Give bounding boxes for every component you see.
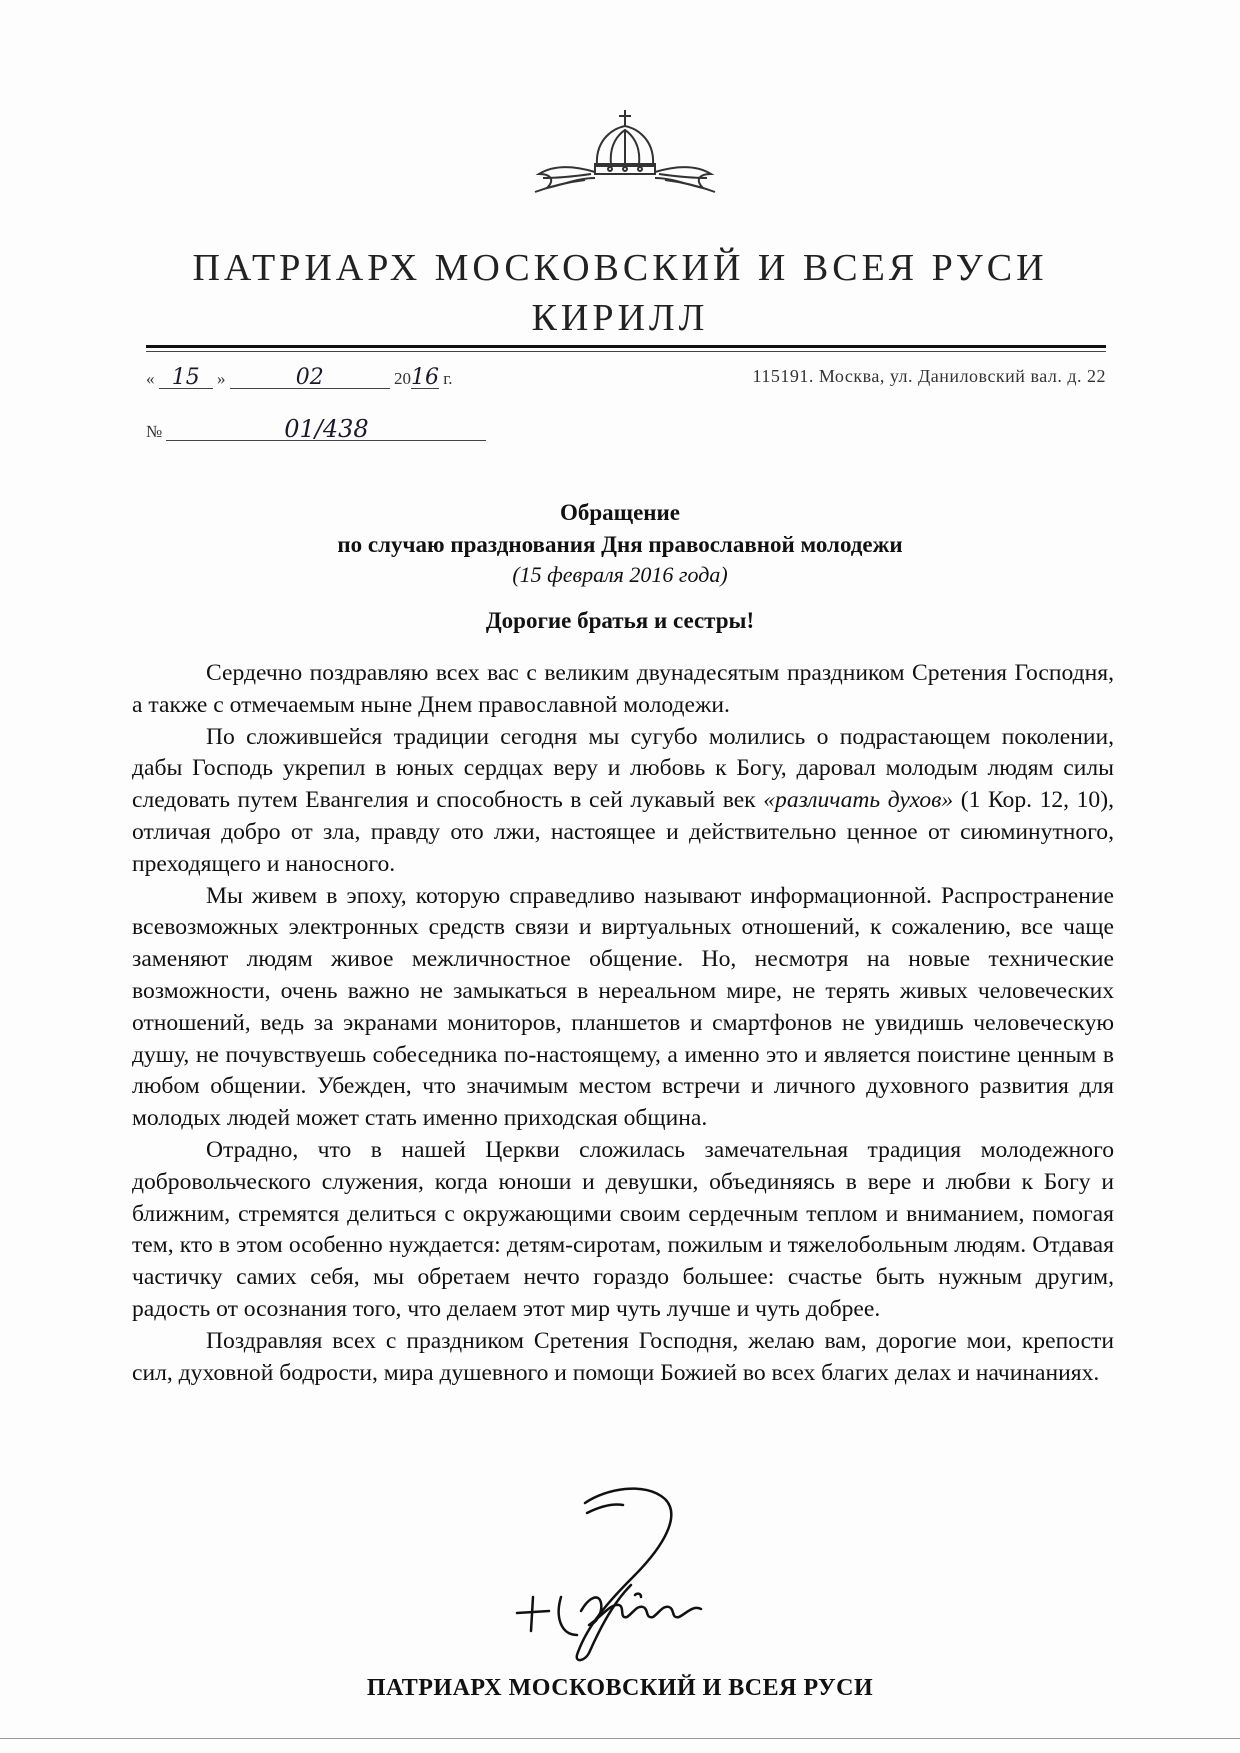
date-day: 15 bbox=[159, 368, 213, 389]
address: 115191. Москва, ул. Даниловский вал. д. 22 bbox=[752, 366, 1106, 386]
scripture-quote: «различать духов» bbox=[763, 787, 954, 814]
registration-date: « 15 » 02 2016 г. bbox=[146, 365, 453, 390]
date-year-suffix: 16 bbox=[411, 365, 439, 390]
paragraph-1: Сердечно поздравляю всех вас с великим двунадесятым праздником Сретения Господня, а также с отмечаемым ныне Днем православной молодежи. bbox=[132, 660, 1114, 718]
number-label: № bbox=[146, 422, 163, 441]
letterhead-rule bbox=[146, 345, 1106, 348]
letterhead-title: ПАТРИАРХ МОСКОВСКИЙ И ВСЕЯ РУСИ bbox=[192, 247, 1048, 289]
greeting: Дорогие братья и сестры! bbox=[485, 608, 755, 633]
date-year-prefix: 20 bbox=[394, 369, 411, 388]
document-title: Обращение bbox=[559, 500, 681, 525]
document-subtitle: по случаю празднования Дня православной молодежи bbox=[337, 532, 903, 557]
patriarchal-crown-emblem-icon bbox=[525, 108, 725, 208]
letter-body bbox=[132, 658, 1114, 1389]
signatory-title: ПАТРИАРХ МОСКОВСКИЙ И ВСЕЯ РУСИ bbox=[366, 1675, 874, 1701]
paragraph-3: Мы живем в эпоху, которую справедливо называют информационной. Распространение всевозможных электронных средств связи и виртуальных отношений, к сожалению, все чаще заменяют людям живое межличностное общение. Но, несмотря на новые технические возможности, очень важно не замыкаться в нереальном мире, не терять живых человеческих отношений, ведь за экранами мониторов, планшетов и смартфонов не увидишь человеческую душу, не почувствуешь собеседника по-настоящему, а именно это и является поистине ценным в любом общении. Убежден, что значимым местом встречи и личного духовного развития для молодых людей может стать именно приходская община. bbox=[132, 882, 1114, 1132]
document-date-note: (15 февраля 2016 года) bbox=[512, 562, 728, 587]
handwritten-signature-icon bbox=[515, 1485, 745, 1675]
date-month: 02 bbox=[230, 368, 390, 389]
registration-number bbox=[146, 415, 486, 443]
letterhead-name: КИРИЛЛ bbox=[531, 297, 709, 339]
paragraph-4: Отрадно, что в нашей Церкви сложилась замечательная традиция молодежного добровольческого служения, когда юноши и девушки, объединяясь в вере и любви к Богу и ближним, стремятся делиться с окружающими своим сердечным теплом и вниманием, помогая тем, кто в этом особенно нуждается: детям-сиротам, пожилым и тяжелобольным людям. Отдавая частичку самих себя, мы обретаем нечто гораздо большее: счастье быть нужным другим, радость от осознания того, что делаем этот мир чуть лучше и чуть добрее. bbox=[132, 1136, 1114, 1322]
date-year-unit: г. bbox=[443, 369, 453, 388]
paragraph-2: По сложившейся традиции сегодня мы сугубо молились о подрастающем поколении, дабы Господь укрепил в юных сердцах веру и любовь к Богу, даровал молодым людям силы следовать путем Евангелия и способность в сей лукавый век «различать духов» (1 Кор. 12, 10), отличая добро от зла, правду ото лжи, настоящее и действительно ценное от сиюминутного, преходящего и наносного. bbox=[132, 723, 1114, 877]
number-value: 01/438 bbox=[166, 418, 486, 441]
paragraph-5: Поздравляя всех с праздником Сретения Господня, желаю вам, дорогие мои, крепости сил, духовной бодрости, мира душевного и помощи Божией во всех благих делах и начинаниях. bbox=[132, 1327, 1114, 1386]
letterhead-rule-thin bbox=[146, 351, 1106, 352]
page-bottom-edge bbox=[0, 1738, 1240, 1739]
